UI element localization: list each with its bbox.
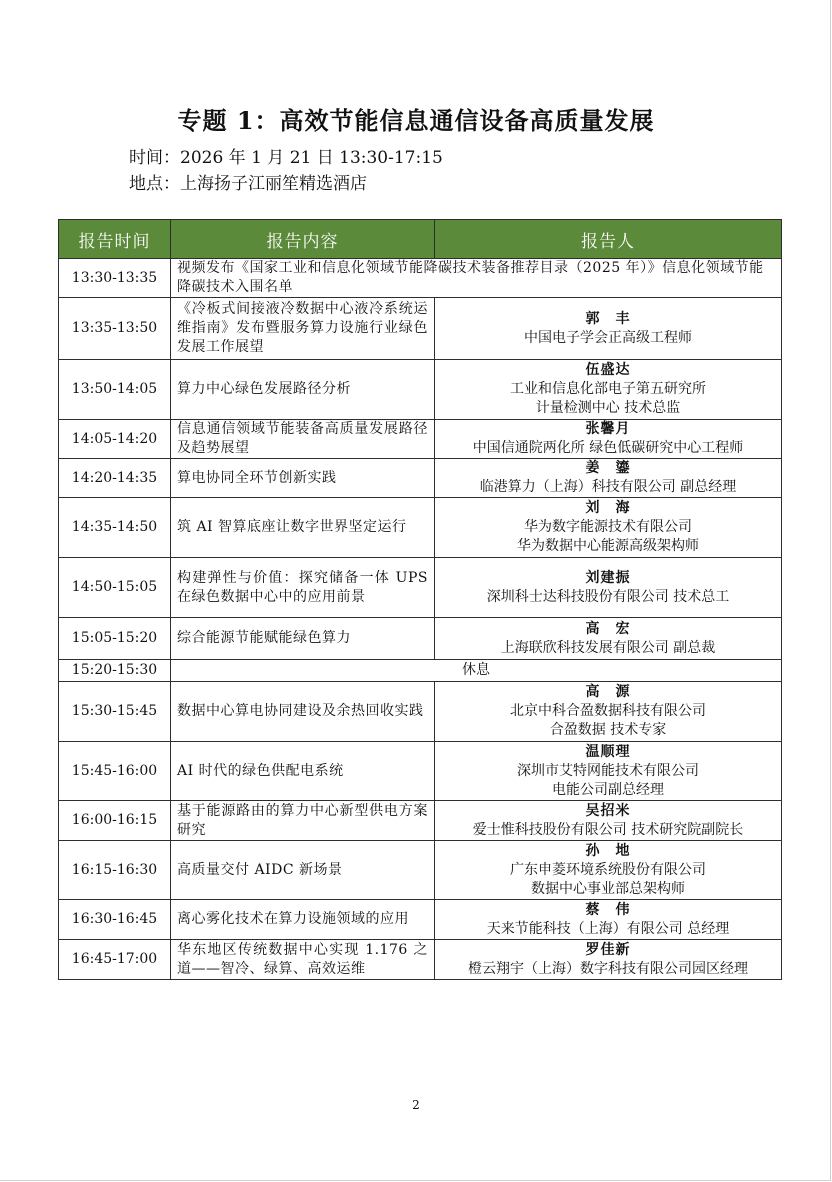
speaker-name: 蔡 伟 <box>585 901 631 918</box>
slot-speaker <box>435 940 782 980</box>
speaker-affiliation: 上海联欣科技发展有限公司 副总裁 <box>500 639 716 656</box>
slot-speaker <box>435 459 782 498</box>
agenda-row <box>59 900 782 940</box>
speaker-affiliation: 华为数字能源技术有限公司 <box>524 519 692 535</box>
speaker-name: 张馨月 <box>585 421 631 437</box>
slot-topic: 综合能源节能赋能绿色算力 <box>171 618 435 660</box>
speaker-affiliation: 华为数据中心能源高级架构师 <box>517 538 699 554</box>
speaker-affiliation: 橙云翔宇（上海）数字科技有限公司园区经理 <box>468 960 748 977</box>
speaker-affiliation: 电能公司副总经理 <box>552 781 664 798</box>
speaker-affiliation: 工业和信息化部电子第五研究所 <box>510 381 706 397</box>
slot-topic: 离心雾化技术在算力设施领域的应用 <box>171 900 435 940</box>
slot-speaker <box>435 498 782 558</box>
agenda-row <box>59 360 782 420</box>
slot-speaker <box>435 360 782 420</box>
slot-topic: 高质量交付 AIDC 新场景 <box>171 841 435 900</box>
slot-topic: 基于能源路由的算力中心新型供电方案研究 <box>171 801 435 841</box>
speaker-affiliation: 深圳市艾特网能技术有限公司 <box>517 762 699 779</box>
speaker-name: 罗佳新 <box>585 941 631 958</box>
slot-speaker <box>435 618 782 660</box>
agenda-row <box>59 298 782 360</box>
slot-time: 13:50-14:05 <box>59 360 171 420</box>
slot-speaker <box>435 801 782 841</box>
slot-speaker <box>435 900 782 940</box>
agenda-row <box>59 682 782 742</box>
slot-time: 16:30-16:45 <box>59 900 171 940</box>
agenda-table <box>58 219 782 980</box>
speaker-affiliation: 合盈数据 技术专家 <box>549 722 667 738</box>
header-topic: 报告内容 <box>171 220 435 259</box>
agenda-row <box>59 420 782 459</box>
slot-time: 14:20-14:35 <box>59 459 171 498</box>
slot-time: 15:20-15:30 <box>59 660 171 682</box>
slot-topic: 算电协同全环节创新实践 <box>171 459 435 498</box>
agenda-row <box>59 459 782 498</box>
speaker-affiliation: 数据中心事业部总架构师 <box>531 880 685 897</box>
speaker-affiliation: 爱士惟科技股份有限公司 技术研究院副院长 <box>472 821 744 838</box>
header-speaker: 报告人 <box>435 220 782 259</box>
agenda-row <box>59 558 782 618</box>
page-title: 专题 1：高效节能信息通信设备高质量发展 <box>177 106 655 135</box>
slot-time: 14:05-14:20 <box>59 420 171 459</box>
slot-topic: 数据中心算电协同建设及余热回收实践 <box>171 682 435 742</box>
speaker-affiliation: 深圳科士达科技股份有限公司 技术总工 <box>486 588 730 605</box>
speaker-name: 高 宏 <box>585 620 631 637</box>
session-time: 时间：2026 年 1 月 21 日 13:30-17:15 <box>129 148 443 168</box>
speaker-name: 郭 丰 <box>585 310 631 327</box>
slot-time: 14:50-15:05 <box>59 558 171 618</box>
speaker-name: 刘建振 <box>585 569 631 586</box>
speaker-affiliation: 天来节能科技（上海）有限公司 总经理 <box>486 920 730 937</box>
slot-time: 14:35-14:50 <box>59 498 171 558</box>
speaker-name: 温顺理 <box>585 743 631 760</box>
slot-time: 16:45-17:00 <box>59 940 171 980</box>
agenda-row <box>59 660 782 682</box>
speaker-name: 伍盛达 <box>585 362 631 378</box>
agenda-row <box>59 801 782 841</box>
slot-announcement: 视频发布《国家工业和信息化领域节能降碳技术装备推荐目录（2025 年）》信息化领域节能降碳技术入围名单 <box>171 259 782 298</box>
slot-speaker <box>435 841 782 900</box>
agenda-row <box>59 940 782 980</box>
speaker-name: 孙 地 <box>585 842 631 859</box>
slot-speaker <box>435 742 782 801</box>
slot-break: 休息 <box>171 660 782 682</box>
slot-topic: 筑 AI 智算底座让数字世界坚定运行 <box>171 498 435 558</box>
agenda-row <box>59 259 782 298</box>
slot-time: 15:30-15:45 <box>59 682 171 742</box>
slot-time: 16:15-16:30 <box>59 841 171 900</box>
slot-time: 15:05-15:20 <box>59 618 171 660</box>
slot-speaker <box>435 682 782 742</box>
slot-speaker <box>435 420 782 459</box>
slot-time: 13:35-13:50 <box>59 298 171 360</box>
speaker-affiliation: 北京中科合盈数据科技有限公司 <box>510 703 706 719</box>
speaker-name: 姜 鎏 <box>585 460 631 476</box>
agenda-row <box>59 742 782 801</box>
agenda-row <box>59 841 782 900</box>
speaker-affiliation: 广东申菱环境系统股份有限公司 <box>510 861 706 878</box>
speaker-affiliation: 计量检测中心 技术总监 <box>535 400 681 416</box>
speaker-affiliation: 中国信通院两化所 绿色低碳研究中心工程师 <box>472 440 744 456</box>
slot-time: 15:45-16:00 <box>59 742 171 801</box>
agenda-row <box>59 618 782 660</box>
speaker-name: 刘 海 <box>585 500 631 516</box>
slot-speaker <box>435 298 782 360</box>
slot-topic: AI 时代的绿色供配电系统 <box>171 742 435 801</box>
agenda-row <box>59 498 782 558</box>
page-number: 2 <box>412 1098 420 1112</box>
slot-topic: 构建弹性与价值：探究储备一体 UPS 在绿色数据中心中的应用前景 <box>171 558 435 618</box>
slot-time: 16:00-16:15 <box>59 801 171 841</box>
slot-time: 13:30-13:35 <box>59 259 171 298</box>
speaker-affiliation: 临港算力（上海）科技有限公司 副总经理 <box>479 479 737 495</box>
agenda-header-row <box>59 220 782 259</box>
slot-topic: 《冷板式间接液冷数据中心液冷系统运维指南》发布暨服务算力设施行业绿色发展工作展望 <box>171 298 435 360</box>
speaker-name: 吴招米 <box>585 802 631 819</box>
speaker-name: 高 源 <box>585 684 631 700</box>
slot-topic: 信息通信领域节能装备高质量发展路径及趋势展望 <box>171 420 435 459</box>
slot-topic: 华东地区传统数据中心实现 1.176 之道——智冷、绿算、高效运维 <box>171 940 435 980</box>
slot-speaker <box>435 558 782 618</box>
speaker-affiliation: 中国电子学会正高级工程师 <box>524 329 692 346</box>
header-time: 报告时间 <box>59 220 171 259</box>
slot-topic: 算力中心绿色发展路径分析 <box>171 360 435 420</box>
session-venue: 地点：上海扬子江丽笙精选酒店 <box>129 174 367 194</box>
